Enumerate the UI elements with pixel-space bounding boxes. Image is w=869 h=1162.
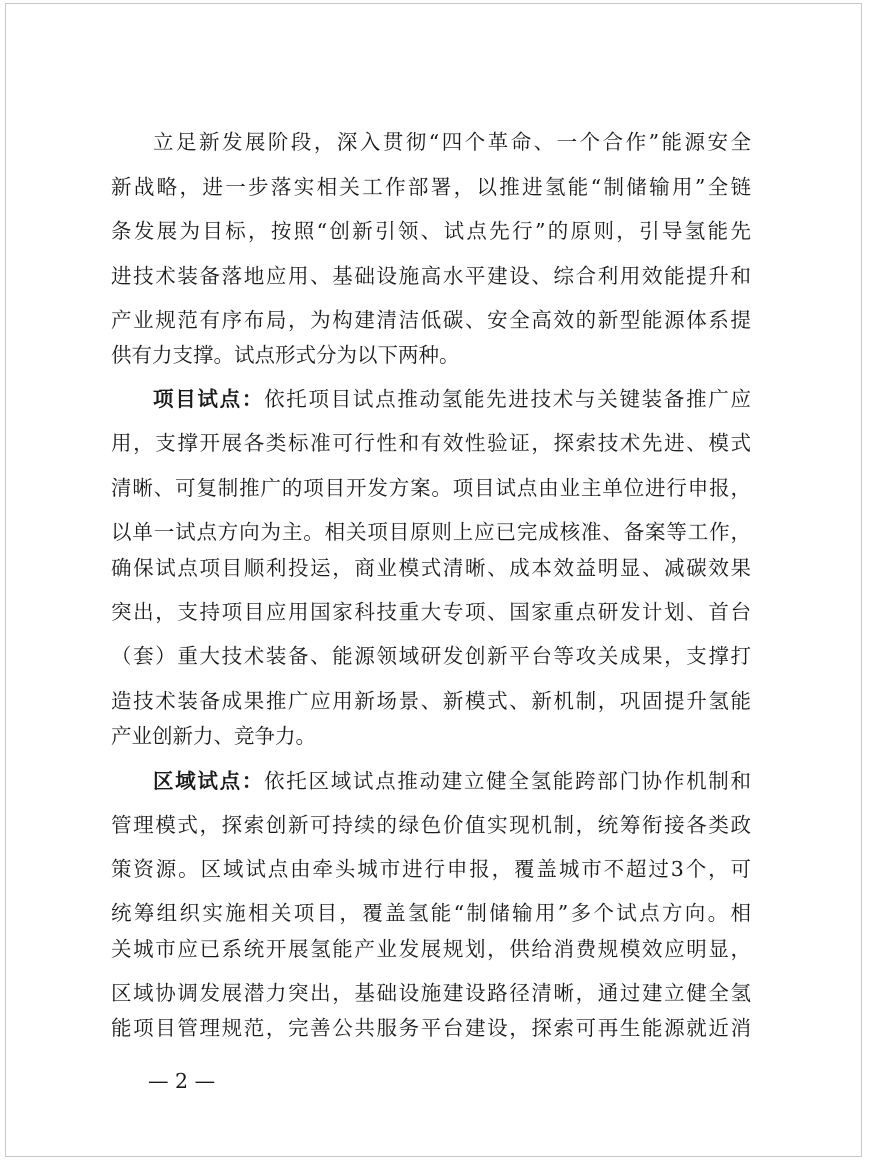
paragraph-1-line-1: 立足新发展阶段，深入贯彻“四个革命、一个合作”能源安全 [153, 130, 751, 154]
paragraph-2-line-4: 以单一试点方向为主。相关项目原则上应已完成核准、备案等工作， [111, 520, 751, 544]
paragraph-3-line-1-text: 依托区域试点推动建立健全氢能跨部门协作机制和 [264, 769, 752, 793]
paragraph-1-line-5: 产业规范有序布局，为构建清洁低碳、安全高效的新型能源体系提 [111, 308, 751, 332]
paragraph-3-line-3: 策资源。区域试点由牵头城市进行申报，覆盖城市不超过3个，可 [111, 857, 751, 881]
paragraph-2-line-7: （套）重大技术装备、能源领域研发创新平台等攻关成果，支撑打 [111, 644, 751, 668]
paragraph-3-line-6: 区域协调发展潜力突出，基础设施建设路径清晰，通过建立健全氢 [111, 981, 751, 1005]
project-pilot-heading: 项目试点： [153, 387, 265, 411]
paragraph-2-line-1 [153, 381, 751, 417]
paragraph-3-line-7: 能项目管理规范，完善公共服务平台建设，探索可再生能源就近消 [111, 1016, 751, 1040]
paragraph-2-line-8: 造技术装备成果推广应用新场景、新模式、新机制，巩固提升氢能 [111, 689, 751, 713]
paragraph-2-line-9: 产业创新力、竞争力。 [111, 724, 316, 748]
paragraph-2-line-3: 清晰、可复制推广的项目开发方案。项目试点由业主单位进行申报， [111, 476, 751, 500]
paragraph-3-line-5: 关城市应已系统开展氢能产业发展规划，供给消费规模效应明显， [111, 937, 751, 961]
paragraph-2-line-2: 用，支撑开展各类标准可行性和有效性验证，探索技术先进、模式 [111, 431, 751, 455]
paragraph-1-line-6: 供有力支撑。试点形式分为以下两种。 [111, 343, 460, 367]
paragraph-1-line-3: 条发展为目标，按照“创新引领、试点先行”的原则，引导氢能先 [111, 219, 751, 243]
paragraph-2-line-1-text: 依托项目试点推动氢能先进技术与关键装备推广应 [264, 387, 752, 411]
paragraph-2-line-6: 突出，支持项目应用国家科技重大专项、国家重点研发计划、首台 [111, 600, 751, 624]
paragraph-1-line-2: 新战略，进一步落实相关工作部署，以推进氢能“制储输用”全链 [111, 175, 751, 199]
page-number: — 2 — [148, 1069, 216, 1093]
paragraph-3-line-4: 统筹组织实施相关项目，覆盖氢能“制储输用”多个试点方向。相 [111, 901, 751, 925]
paragraph-2-line-5: 确保试点项目顺利投运，商业模式清晰、成本效益明显、减碳效果 [111, 556, 751, 580]
paragraph-1-line-4: 进技术装备落地应用、基础设施高水平建设、综合利用效能提升和 [111, 264, 751, 288]
regional-pilot-heading: 区域试点： [153, 769, 265, 793]
paragraph-3-line-2: 管理模式，探索创新可持续的绿色价值实现机制，统筹衔接各类政 [111, 813, 751, 837]
paragraph-3-line-1 [153, 763, 751, 799]
